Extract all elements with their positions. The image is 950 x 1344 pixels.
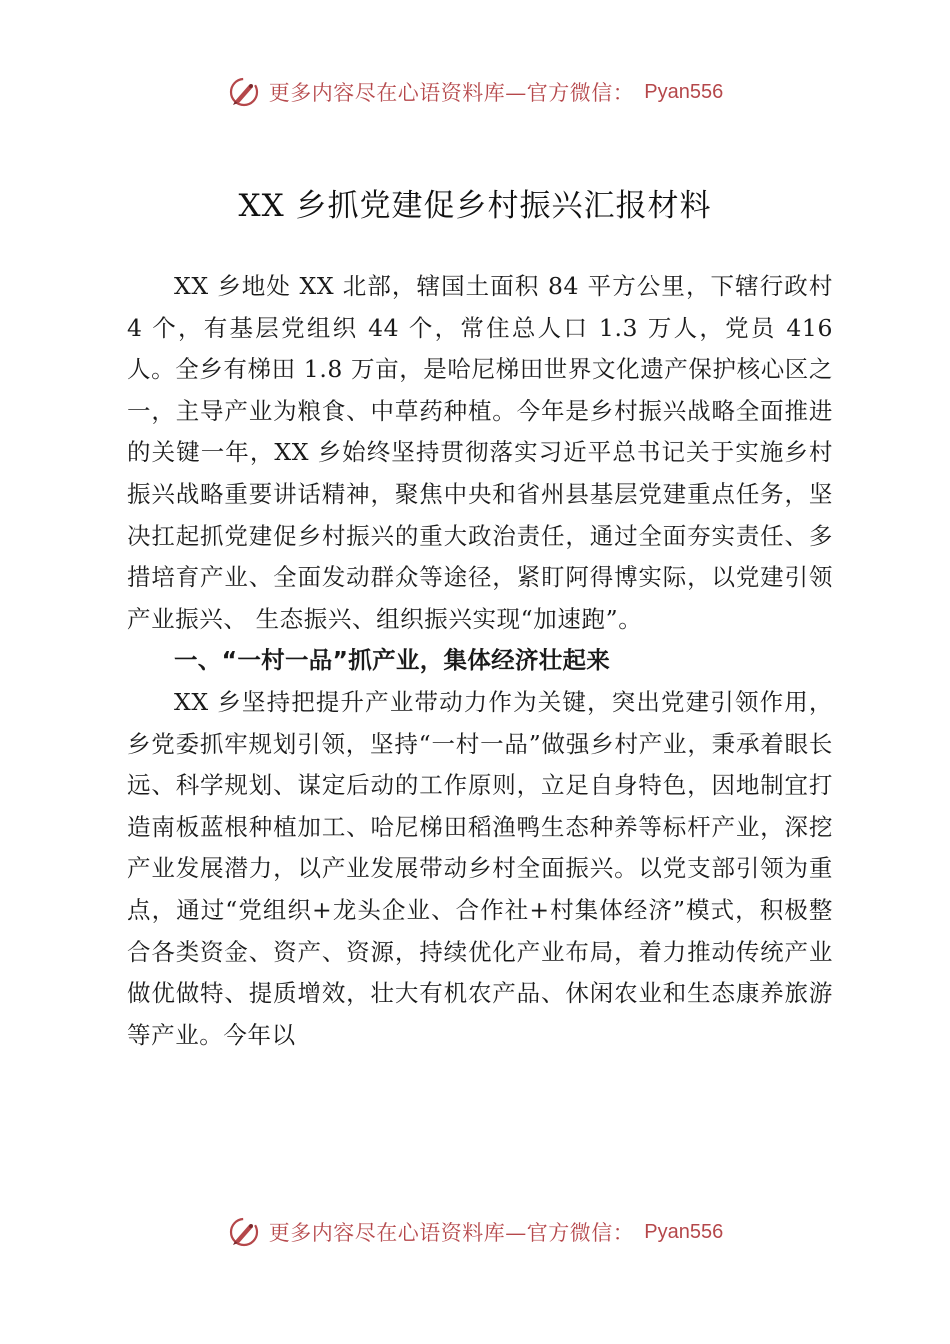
- section-heading: 一、“一村一品”抓产业，集体经济壮起来: [174, 646, 611, 675]
- header-watermark-banner: [0, 72, 950, 112]
- body-paragraph: XX 乡地处 XX 北部，辖国土面积 84 平方公里，下辖行政村 4 个，有基层党组织 44 个，常住总人口 1.3 万人，党员 416 人。全乡有梯田 1.8 万亩，是哈尼梯田世界文化遗产保护核心区之一，主导产业为粮食、中草药种植。今年是乡村振兴战略全面推进的关键一年，XX 乡始终坚持贯彻落实习近平总书记关于实施乡村振兴战略重要讲话精神，聚焦中央和省州县基层党建重点任务，坚决扛起抓党建促乡村振兴的重大政治责任，通过全面夯实责任、多措培育产业、全面发动群众等途径，紧盯阿得博实际，以党建引领产业振兴、 生态振兴、组织振兴实现“加速跑”。: [127, 272, 834, 633]
- body-paragraph: XX 乡坚持把提升产业带动力作为关键，突出党建引领作用，乡党委抓牢规划引领，坚持“一村一品”做强乡村产业，秉承着眼长远、科学规划、谋定后动的工作原则，立足自身特色，因地制宜打造南板蓝根种植加工、哈尼梯田稻渔鸭生态种养等标杆产业，深挖产业发展潜力，以产业发展带动乡村全面振兴。以党支部引领为重点，通过“党组织+龙头企业、合作社+村集体经济”模式，积极整合各类资金、资产、资源，持续优化产业布局，着力推动传统产业做优做特、提质增效，壮大有机农产品、休闲农业和生态康养旅游等产业。今年以: [127, 687, 833, 1049]
- watermark-text: 更多内容尽在心语资料库—官方微信：: [268, 1221, 635, 1245]
- document-body: [127, 266, 833, 1056]
- watermark-wechat-id: Pyan556: [644, 80, 724, 103]
- pen-logo-icon: [227, 75, 261, 109]
- document-title: XX 乡抓党建促乡村振兴汇报材料: [238, 188, 712, 224]
- watermark-wechat-id: Pyan556: [644, 1220, 724, 1243]
- watermark-text: 更多内容尽在心语资料库—官方微信：: [268, 81, 635, 105]
- footer-watermark-banner: [0, 1212, 950, 1252]
- pen-logo-icon: [227, 1215, 261, 1249]
